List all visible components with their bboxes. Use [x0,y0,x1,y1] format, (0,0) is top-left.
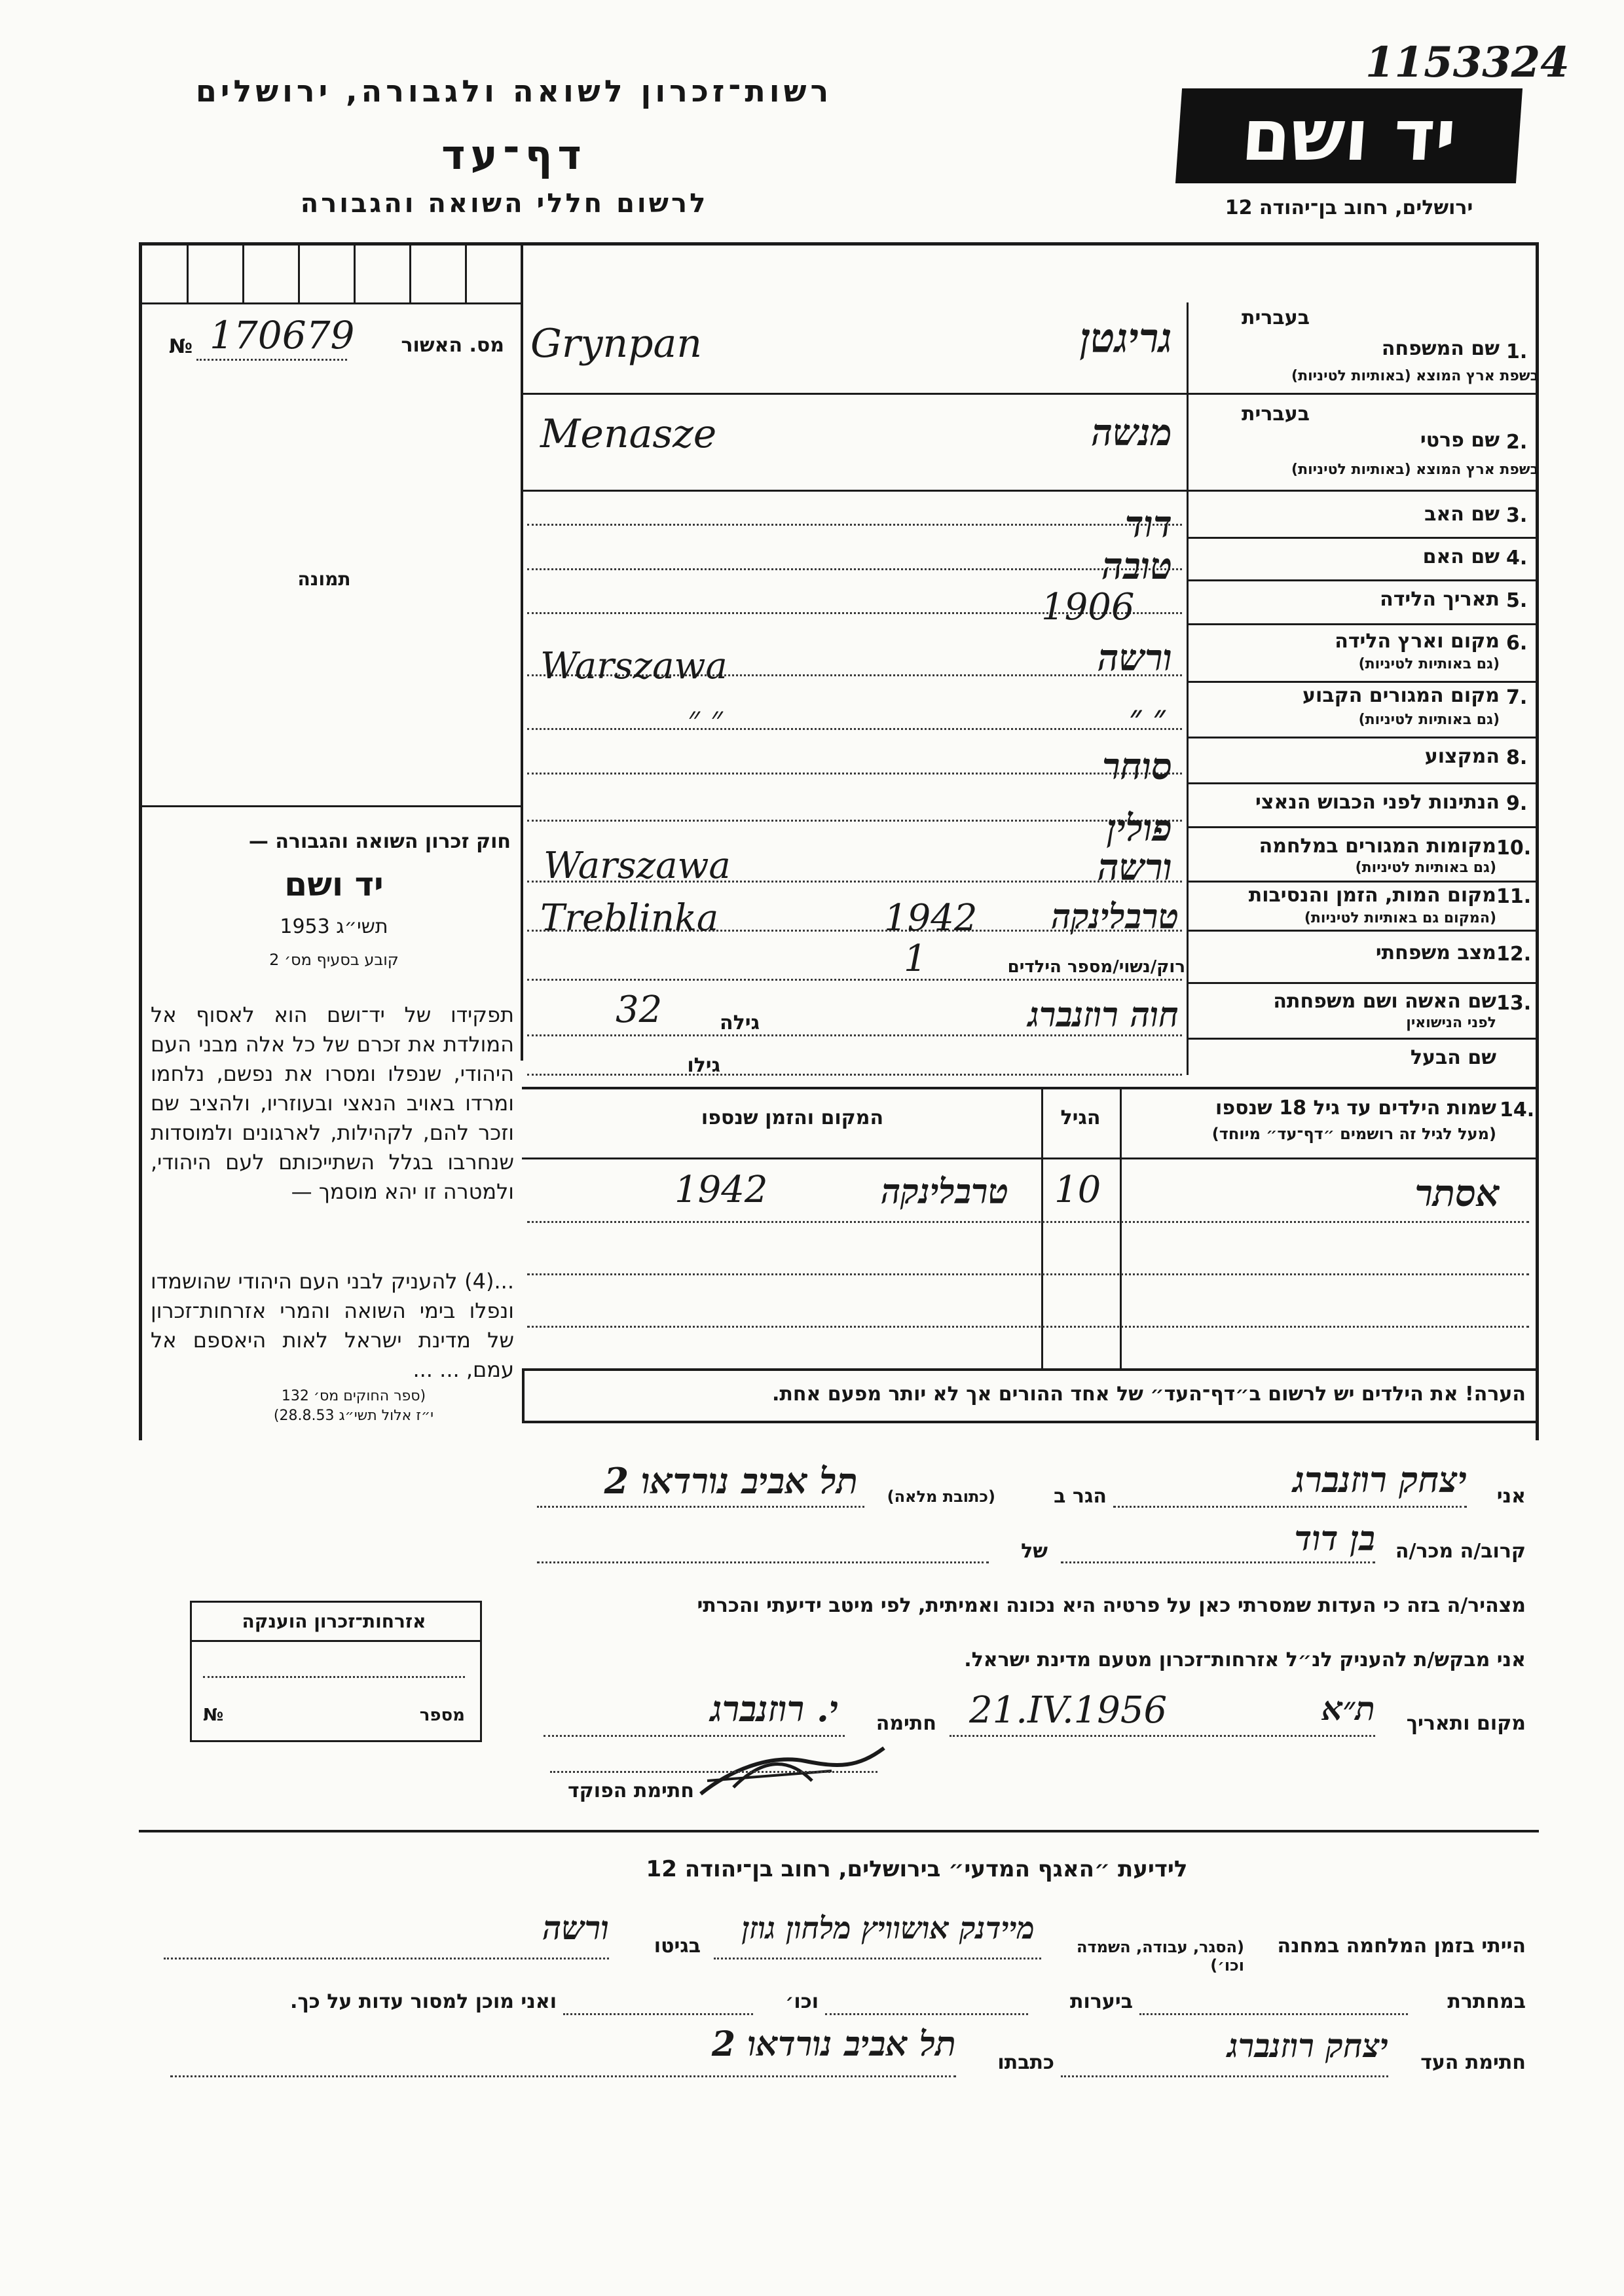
child-name: אסתר [1414,1172,1500,1215]
children-col-age: הגיל [1060,1106,1101,1129]
declarant-signature: י. רוזנברג [710,1688,838,1730]
law-body-2: ...(4) להעניק לבני העם היהודי שהושמדו ונפלו בימי השואה והמרי אזרחות־זכרון של מדינת ישראל לאות היאספם אל עמם, ... ... [151,1269,514,1382]
decl-date: 21.IV.1956 [969,1689,1168,1732]
law-ref-2: י״ז אלול תשי״ג 28.8.53) [273,1408,434,1424]
officer-signature-mark [694,1741,891,1807]
header-address: ירושלים, רחוב בן־יהודה 12 [1225,196,1473,219]
field-label-birth-place: מקום וארץ הלידה [1335,630,1500,653]
law-year: תשי״ג 1953 [280,915,388,938]
wife-age: 32 [616,989,663,1031]
wife-name: חוה רוזנברג [1027,995,1179,1035]
child-place: טרבלינקה [881,1172,1008,1212]
field-label-birth-date: תאריך הלידה [1380,588,1500,611]
approval-number: 170679 [210,313,355,357]
field-label-war-residence: מקומות המגורים במלחמה [1259,835,1496,858]
residence-latin: ״ ״ [688,699,723,737]
research-camp-label: הייתי בזמן המלחמה במחנה [1277,1935,1526,1958]
wife-age-label: גילה [720,1011,760,1034]
field-label-surname: שם המשפחה [1381,337,1500,360]
signature-label: חתימה [876,1712,936,1735]
citizenship-no-label: № [203,1705,224,1725]
field-sub-1: בשפת ארץ המוצא (באותיות לטיניות) [1291,368,1539,384]
field-num-3: 3. [1506,504,1528,527]
ghetto-value: ורשה [542,1908,609,1947]
law-ref-1: (ספר החוקים מס׳ 132 [281,1388,426,1404]
research-title: לידיעת ״האגף המדעי״ בירושלים, רחוב בן־יהודה 12 [646,1856,1188,1882]
war-residence-latin: Warszawa [544,845,731,887]
field-label-profession: המקצוע [1424,745,1500,768]
approval-label: מס. האשור [401,334,504,357]
nationality-value: פולין [1107,807,1172,850]
field-sub-2: בשפת ארץ המוצא (באותיות לטיניות) [1291,462,1539,478]
field-num-8: 8. [1506,746,1528,769]
first-name-hebrew: מנשה [1091,411,1172,454]
law-body: תפקידו של יד־ושם הוא לאסוף אל המולדת את זכרם של כל אלה מבני העם היהודי, שנפלו ומסרו את נפשם, נלחמו ומרדו באויב הנאצי ובעוזריו, ולהציב שם וזכר להם, לקהילות, לארגונים ולמוסדות שנחרבו בגלל השתייכותם לעם היהודי, ולמטרה זו יהא מוסמך — [151,1002,514,1204]
decl-text-2: אני מבקש/ת להעניק לנ״ל אזרחות־זכרון מטעם מדינת ישראל. [964,1649,1526,1671]
children-col-place: המקום והזמן שנספו [701,1106,884,1129]
husband-age-label: גילו [687,1054,720,1077]
etc-label: וכו׳ [785,1990,819,2013]
declarant-name: יצחק רוזנברג [1293,1459,1467,1501]
ghetto-label: בגיטו [654,1935,701,1958]
ready-label: ואני מוכן למסור עדות על כך. [290,1990,557,2013]
law-title: חוק זכרון השואה והגבורה — [248,830,511,853]
field-sub-6: (גם באותיות לטיניות) [1358,656,1500,672]
surname-latin: Grynpan [530,321,702,367]
field-num-2: 2. [1506,431,1528,454]
field-sub-11: (המקום גם באותיות לטיניות) [1304,910,1496,926]
note-text: הערה! את הילדים יש לרשום ב״דף־העד״ של אחד ההורים אך לא יותר מפעם אחת. [772,1383,1526,1406]
field-num-13: 13. [1496,992,1532,1015]
field-num-9: 9. [1506,792,1528,815]
field-label-father: שם האב [1424,503,1500,526]
marital-options-label: רוק/נשוי/מספר הילדים [1007,957,1185,977]
residence-hebrew: ״ ״ [1129,697,1166,736]
field-label-residence: מקום המגורים הקבוע [1302,684,1500,707]
field-label-husband: שם הבעל [1410,1046,1496,1069]
field-num-1: 1. [1506,340,1528,363]
war-residence-hebrew: ורשה [1098,846,1172,889]
header-top-title: רשות־זכרון לשואה ולגבורה, ירושלים [195,73,833,109]
birth-date-value: 1906 [1041,586,1135,629]
field-num-7: 7. [1506,686,1528,709]
underground-label: במחתרת [1447,1990,1526,2013]
field-num-11: 11. [1496,885,1532,908]
camps-value: מיידנק אושוויץ מלחון גוזן [741,1910,1035,1946]
field-label-marital: מצב משפחתי [1375,941,1496,964]
approval-no-label: № [169,335,193,358]
field-label-wife: שם האשה ושם משפחתה [1273,990,1496,1013]
field-num-12: 12. [1496,943,1532,966]
field-sub-10: (גם באותיות לטיניות) [1355,860,1496,876]
form-subtitle: לרשום חללי השואה והגבורה [300,189,709,219]
citizenship-number-label: מספר [419,1705,465,1725]
father-name: דוד [1124,503,1172,546]
hebrew-tag-1: בעברית [1242,306,1310,329]
children-count: 1 [904,938,927,980]
research-camp-sub: (הסגר, עבודה, השמדה וכו׳) [1077,1938,1244,1975]
decl-lives-label: הגר ב [1054,1485,1107,1508]
decl-address-label: (כתובת מלאה) [887,1487,995,1506]
of-label: של [1021,1540,1048,1563]
death-year: 1942 [884,897,978,939]
yad-vashem-logo: יד ושם [1175,88,1522,183]
relation-value: בן דוד [1294,1519,1375,1559]
mother-name: טובה [1101,545,1172,588]
decl-text-1: מצהיר/ה בזה כי העדות שמסרתי כאן על פרטיה היא נכונה ואמיתית, לפי מיטב ידיעתי והכרתי [697,1594,1526,1617]
hebrew-tag-2: בעברית [1242,403,1310,426]
surname-hebrew: גריגטן [1080,314,1172,362]
children-title: שמות הילדים עד גיל 18 שנספו [1215,1097,1496,1120]
field-label-first-name: שם פרטי [1420,429,1500,452]
officer-signature-label: חתימת הפוקד [568,1779,694,1802]
field-label-nationality: הנתינות לפני הכבוש הנאצי [1255,791,1500,814]
field-label-death-place: מקום המות, הזמן והנסיבות [1248,884,1496,907]
field-num-5: 5. [1506,589,1528,612]
field-sub-7: (גם באותיות לטיניות) [1358,712,1500,728]
witness-signature: יצחק רוזנברג [1227,2026,1388,2065]
child-age: 10 [1054,1169,1101,1211]
death-place-hebrew: טרבלינקה [1051,897,1179,937]
field-sub-13: לפני הנישואין [1406,1015,1496,1031]
witness-address-label: כתבתו [997,2051,1054,2074]
child-year: 1942 [674,1169,768,1211]
declarant-address: תל אביב נורדאו 2 [604,1460,858,1502]
children-sub: (מעל לגיל זה רושמים ״דף־עד״ מיוחד) [1211,1125,1496,1143]
first-name-latin: Menasze [540,411,717,457]
field-num-6: 6. [1506,632,1528,655]
form-title: דף־עד [441,131,587,179]
field-label-mother: שם האם [1422,545,1500,568]
death-place-latin: Treblinka [540,897,719,939]
law-name: יד ושם [284,866,384,903]
place-date-label: מקום ותאריך [1406,1712,1526,1735]
birth-place-hebrew: ורשה [1098,636,1172,680]
law-clause: קובע בסעיף מס׳ 2 [269,951,399,969]
profession-value: סוחר [1102,745,1172,788]
decl-i-label: אני [1496,1485,1526,1508]
photo-label: תמונה [297,568,351,590]
field-num-14: 14. [1500,1099,1535,1121]
witness-address: תל אביב נורדאו 2 [711,2024,956,2064]
forests-label: ביערות [1070,1990,1133,2013]
citizenship-title: אזרחות־זכרון הוענקה [242,1611,426,1632]
field-num-4: 4. [1506,547,1528,570]
relation-label: קרוב/ה מכר/ה [1395,1540,1526,1563]
witness-label: חתימת העד [1420,2051,1526,2074]
decl-place: ת״א [1321,1689,1375,1728]
file-number: 1153324 [1365,38,1570,87]
birth-place-latin: Warszawa [540,645,728,687]
field-num-10: 10. [1496,837,1532,860]
